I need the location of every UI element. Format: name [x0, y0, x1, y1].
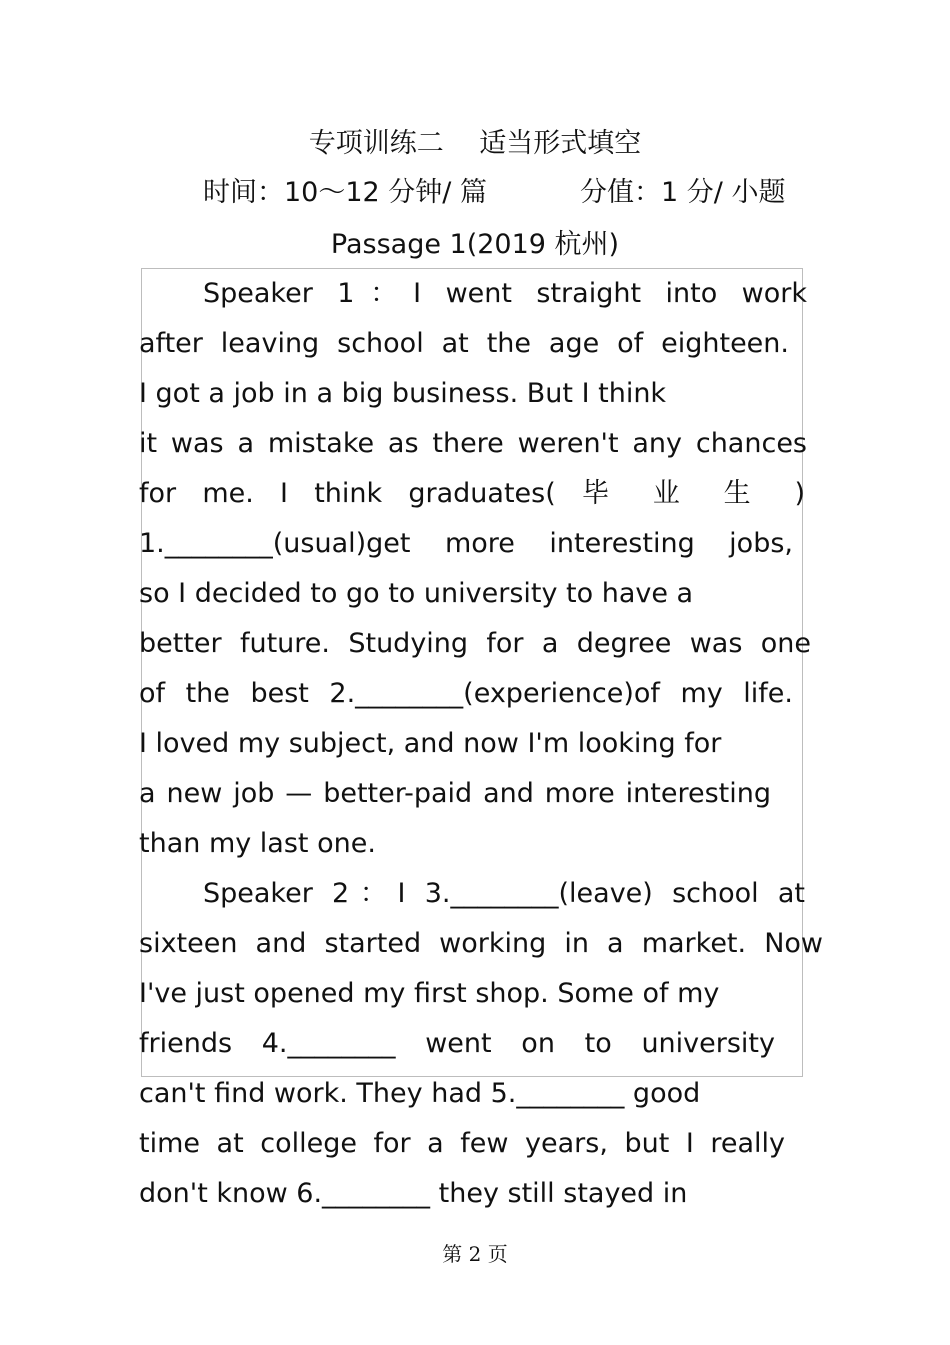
page-number: 第 2 页: [442, 1242, 508, 1266]
text-line: don't know 6.________ they still stayed in: [139, 1178, 688, 1209]
text-line: Speaker 2：I 3.________(leave) school at: [203, 878, 805, 909]
score-info: 分值：1 分/ 小题: [580, 177, 786, 208]
text-line: than my last one.: [139, 828, 376, 859]
text-line: sixteen and started working in a market. Now: [139, 928, 823, 959]
time-info: 时间：10～12 分钟/ 篇: [203, 177, 487, 208]
text-line: 1.________(usual)get more interesting jobs,: [139, 528, 793, 559]
text-line: of the best 2.________(experience)of my life.: [139, 678, 793, 709]
text-line: I got a job in a big business. But I think: [139, 378, 667, 409]
text-line: better future. Studying for a degree was one: [139, 628, 811, 659]
text-line: I loved my subject, and now I'm looking for: [139, 728, 722, 759]
passage-title: Passage 1(2019 杭州): [330, 229, 620, 260]
section-title: 专项训练二 适当形式填空: [308, 128, 642, 159]
text-line: friends 4.________ went on to university: [139, 1028, 775, 1059]
text-line: I've just opened my first shop. Some of my: [139, 978, 720, 1009]
text-line: a new job — better-paid and more interesting: [139, 778, 771, 809]
text-line: Speaker 1：I went straight into work: [203, 278, 807, 309]
text-line: can't find work. They had 5.________ good: [139, 1078, 701, 1109]
text-line: after leaving school at the age of eighteen.: [139, 328, 789, 359]
text-line: so I decided to go to university to have a: [139, 578, 694, 609]
text-line: for me. I think graduates( 毕 业 生 ): [139, 478, 805, 509]
text-line: it was a mistake as there weren't any chances: [139, 428, 807, 459]
text-line: time at college for a few years, but I really: [139, 1128, 785, 1159]
